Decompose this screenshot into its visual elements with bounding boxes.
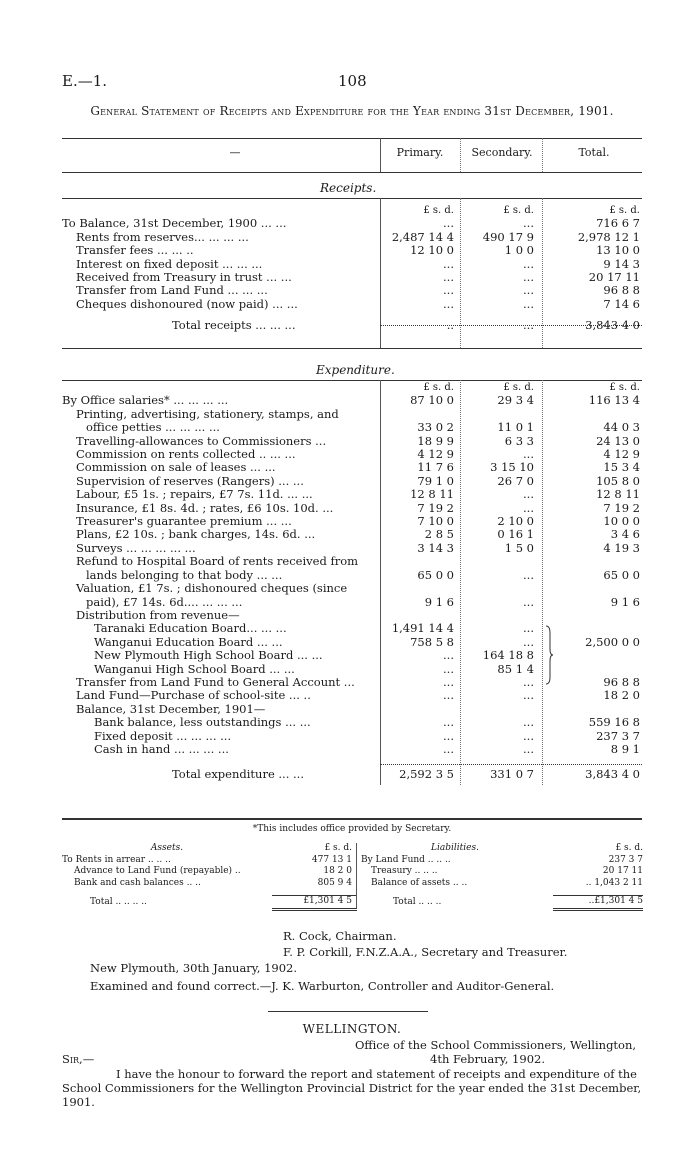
row-label: Refund to Hospital Board of rents received from [76, 555, 359, 569]
total-amount: 24 13 0 [596, 433, 640, 448]
letter-body-first-line: I have the honour to forward the report and statement of receipts and expenditure of the [116, 1067, 637, 1081]
total-amount: 237 3 7 [596, 728, 640, 743]
primary-amount: ... [443, 270, 454, 285]
receipts-heading: Receipts. [320, 181, 377, 195]
table-row [62, 743, 640, 756]
table-row [62, 855, 643, 867]
expenditure-bottom-rule [62, 818, 642, 820]
subtotal-rule [380, 764, 642, 765]
total-amount: 20 17 11 [588, 270, 640, 285]
liability-amount: 237 3 7 [608, 854, 643, 865]
secondary-amount: 331 0 7 [490, 767, 534, 782]
total-amount [534, 609, 640, 622]
liability-label: Treasury .. .. .. [357, 866, 554, 878]
row-label: office petties ... ... ... ... [86, 421, 220, 435]
statement-title: General Statement of Receipts and Expenditure for the Year ending 31st December, 1901. [90, 104, 614, 118]
table-row [62, 448, 640, 461]
table-row [62, 408, 640, 421]
row-label: Insurance, £1 8s. 4d. ; rates, £6 10s. 10d. ... [76, 501, 334, 515]
row-label: Printing, advertising, stationery, stamps, and [76, 407, 339, 421]
primary-amount [378, 408, 454, 421]
table-row [62, 271, 640, 284]
row-label: Plans, £2 10s. ; bank charges, 14s. 6d. ... [76, 528, 316, 542]
secondary-amount: 0 16 1 [497, 527, 534, 542]
table-row [62, 582, 640, 595]
liability-total-label: Total .. .. .. [357, 896, 554, 910]
secondary-amount: ... [523, 688, 534, 703]
liabilities-heading: Liabilities. [357, 843, 554, 855]
col-rule [460, 380, 461, 785]
primary-amount: 11 7 6 [417, 460, 454, 475]
letter-heading: WELLINGTON. [302, 1022, 402, 1036]
total-amount: 9 14 3 [603, 256, 640, 271]
row-label: Bank balance, less outstandings ... ... [94, 716, 311, 730]
primary-amount [378, 555, 454, 568]
primary-amount: 9 1 6 [424, 594, 454, 609]
place-date: New Plymouth, 30th January, 1902. [90, 961, 298, 975]
table-row [62, 231, 640, 244]
receipts-table [62, 204, 640, 333]
total-amount: 18 2 0 [603, 688, 640, 703]
secondary-amount: 85 1 4 [497, 661, 534, 676]
primary-amount: ... [443, 674, 454, 689]
col-rule [380, 380, 381, 785]
primary-amount: 12 8 11 [410, 487, 454, 502]
row-label: Distribution from revenue— [76, 608, 240, 622]
total-amount: 7 14 6 [603, 296, 640, 311]
table-row [62, 435, 640, 448]
letter-date: 4th February, 1902. [430, 1052, 545, 1066]
total-amount: 7 19 2 [603, 500, 640, 515]
secondary-amount: 1 5 0 [504, 540, 534, 555]
primary-amount: 3 14 3 [417, 540, 454, 555]
primary-amount: ... [443, 216, 454, 231]
table-row [62, 515, 640, 528]
primary-amount: 4 12 9 [417, 447, 454, 462]
series-reference: E.—1. [62, 72, 108, 90]
units-total: £ s. d. [609, 382, 640, 393]
row-label: Land Fund—Purchase of school-site ... .. [76, 689, 311, 703]
secondary-amount: ... [523, 256, 534, 271]
total-amount: 116 13 4 [588, 393, 640, 408]
secondary-amount: ... [523, 741, 534, 756]
primary-amount: ... [443, 256, 454, 271]
receipts-rule [62, 198, 642, 199]
total-amount: 12 8 11 [596, 487, 640, 502]
section-divider [268, 1011, 428, 1012]
row-label: Received from Treasury in trust ... ... [76, 271, 292, 285]
balance-sheet [62, 843, 643, 911]
table-row [62, 217, 640, 230]
total-amount: 3,843 4 0 [585, 767, 640, 782]
table-row [62, 555, 640, 568]
secondary-amount: 6 3 3 [504, 433, 534, 448]
column-primary: Primary. [396, 146, 444, 159]
row-label: Transfer from Land Fund ... ... ... [76, 284, 268, 298]
total-amount [534, 408, 640, 421]
secondary-amount: 2 10 0 [497, 514, 534, 529]
column-blank: — [229, 146, 241, 159]
secondary-amount [454, 555, 534, 568]
row-label: Cash in hand ... ... ... ... [94, 742, 229, 756]
primary-amount [378, 609, 454, 622]
secondary-amount: ... [523, 715, 534, 730]
table-row [62, 542, 640, 555]
assets-heading: Assets. [150, 843, 184, 853]
row-label: lands belonging to that body ... ... [86, 568, 283, 582]
secondary-amount: 164 18 8 [482, 648, 534, 663]
primary-amount: ... [443, 688, 454, 703]
primary-amount: 2,487 14 4 [391, 229, 454, 244]
primary-amount: 1,491 14 4 [391, 621, 454, 636]
table-row [62, 475, 640, 488]
primary-amount: 2 8 5 [424, 527, 454, 542]
primary-amount: ... [443, 283, 454, 298]
asset-label: To Rents in arrear .. .. .. [62, 854, 171, 865]
row-label: Travelling-allowances to Commissioners ... [76, 434, 327, 448]
secondary-amount: ... [523, 487, 534, 502]
table-row [62, 528, 640, 541]
chairman-signature: R. Cock, Chairman. [283, 929, 397, 943]
secondary-amount [454, 582, 534, 595]
total-amount: 9 1 6 [610, 594, 640, 609]
column-total: Total. [578, 146, 610, 159]
secondary-amount: ... [523, 447, 534, 462]
primary-amount: ... [443, 296, 454, 311]
table-row [62, 596, 640, 609]
liability-amount: 20 17 11 [602, 866, 643, 876]
secondary-amount: 26 7 0 [497, 473, 534, 488]
liability-label: Balance of assets .. .. [357, 878, 554, 890]
primary-amount: ... [443, 661, 454, 676]
total-amount: 96 8 8 [603, 283, 640, 298]
secondary-amount: ... [523, 500, 534, 515]
table-row [62, 298, 640, 311]
table-row [62, 421, 640, 434]
primary-amount [378, 703, 454, 716]
table-row [62, 394, 640, 407]
audit-note: Examined and found correct.—J. K. Warburton, Controller and Auditor-General. [90, 979, 555, 993]
secondary-amount: 29 3 4 [497, 393, 534, 408]
secondary-amount: ... [523, 318, 534, 333]
row-label: Surveys ... ... ... ... ... [76, 541, 196, 555]
primary-amount: 79 1 0 [417, 473, 454, 488]
units-secondary: £ s. d. [503, 205, 534, 216]
row-label: Taranaki Education Board... ... ... [94, 622, 287, 636]
letter-salutation: Sir,— [62, 1052, 95, 1066]
secondary-amount: ... [523, 674, 534, 689]
total-amount: 3 4 6 [610, 527, 640, 542]
letter-office: Office of the School Commissioners, Wellington, [355, 1038, 637, 1052]
asset-label: Bank and cash balances .. .. [74, 877, 201, 888]
secondary-amount [454, 609, 534, 622]
column-secondary: Secondary. [471, 146, 533, 159]
expenditure-units-row [62, 381, 640, 394]
total-amount [534, 582, 640, 595]
primary-amount: 7 10 0 [417, 514, 454, 529]
row-label: By Office salaries* ... ... ... ... [62, 394, 229, 408]
secondary-amount: 1 0 0 [504, 243, 534, 258]
distribution-brace [544, 625, 554, 685]
row-label: Valuation, £1 7s. ; dishonoured cheques (since [76, 582, 348, 596]
table-row [62, 689, 640, 702]
secondary-amount: 490 17 9 [482, 229, 534, 244]
primary-amount: .. [446, 318, 454, 333]
row-label: Fixed deposit ... ... ... ... [94, 729, 232, 743]
liability-label: By Land Fund .. .. .. [357, 855, 554, 867]
units-secondary: £ s. d. [503, 382, 534, 393]
primary-amount: ... [443, 715, 454, 730]
row-label: Interest on fixed deposit ... ... ... [76, 257, 263, 271]
units-primary: £ s. d. [423, 382, 454, 393]
page-number: 108 [338, 72, 367, 90]
header-bottom-rule [62, 172, 642, 173]
row-label: Wanganui High School Board ... ... [94, 662, 295, 676]
primary-amount: 2,592 3 5 [399, 767, 454, 782]
expenditure-table [62, 381, 640, 782]
table-row [62, 502, 640, 515]
total-amount: 559 16 8 [588, 715, 640, 730]
expenditure-total-row [62, 768, 640, 781]
secondary-amount: ... [523, 728, 534, 743]
col-rule [542, 380, 543, 785]
primary-amount [378, 582, 454, 595]
total-amount: 13 10 0 [596, 243, 640, 258]
secondary-amount: ... [523, 621, 534, 636]
table-row [62, 569, 640, 582]
row-label: Commission on sale of leases ... ... [76, 461, 276, 475]
secondary-amount: ... [523, 283, 534, 298]
asset-total-label: Total .. .. .. .. [90, 896, 147, 907]
total-amount: 65 0 0 [603, 567, 640, 582]
primary-amount: ... [443, 648, 454, 663]
receipts-units-row [62, 204, 640, 217]
receipts-bottom-rule [62, 348, 642, 349]
primary-amount: 758 5 8 [410, 634, 454, 649]
table-row [62, 488, 640, 501]
primary-amount: 12 10 0 [410, 243, 454, 258]
total-amount: 105 8 0 [596, 473, 640, 488]
row-label: New Plymouth High School Board ... ... [94, 649, 323, 663]
primary-amount: ... [443, 741, 454, 756]
col-rule [460, 138, 461, 172]
row-label: Wanganui Education Board ... ... [94, 635, 283, 649]
secondary-amount [454, 703, 534, 716]
total-amount: 716 6 7 [596, 216, 640, 231]
asset-label: Advance to Land Fund (repayable) .. [74, 866, 241, 876]
total-amount: 2,978 12 1 [577, 229, 640, 244]
row-label: Cheques dishonoured (now paid) ... ... [76, 297, 298, 311]
total-amount [534, 555, 640, 568]
table-row [62, 716, 640, 729]
units-primary: £ s. d. [423, 205, 454, 216]
liability-total-amount: ..£1,301 4 5 [553, 896, 643, 910]
table-row [62, 609, 640, 622]
total-amount: 2,500 0 0 [585, 634, 640, 649]
row-label: Commission on rents collected .. ... ... [76, 448, 296, 462]
units-total: £ s. d. [609, 205, 640, 216]
total-amount: 8 9 1 [610, 741, 640, 756]
total-amount: 4 12 9 [603, 447, 640, 462]
total-amount: 3,843 4 0 [585, 318, 640, 333]
primary-amount: 65 0 0 [417, 567, 454, 582]
header-top-rule [62, 138, 642, 139]
secondary-amount: ... [523, 270, 534, 285]
letter-body: School Commissioners for the Wellington Provincial District for the year ended the 31st December, 1901. [62, 1081, 642, 1109]
table-row [62, 866, 643, 878]
row-label: Rents from reserves... ... ... ... [76, 230, 249, 244]
primary-amount: 33 0 2 [417, 420, 454, 435]
row-label: Transfer fees ... ... .. [76, 244, 194, 258]
secondary-amount: ... [523, 594, 534, 609]
row-label: Transfer from Land Fund to General Account ... [76, 675, 355, 689]
liability-amount: .. 1,043 2 11 [585, 877, 643, 888]
table-row [62, 244, 640, 257]
balance-total-row [62, 896, 643, 910]
row-label: paid), £7 14s. 6d.... ... ... ... [86, 595, 243, 609]
secondary-amount: 11 0 1 [497, 420, 534, 435]
subtotal-rule [380, 325, 642, 326]
table-row [62, 284, 640, 297]
total-amount: 96 8 8 [603, 674, 640, 689]
table-row [62, 878, 643, 890]
secondary-amount: ... [523, 296, 534, 311]
secondary-amount: ... [523, 634, 534, 649]
assets-units: £ s. d. [324, 843, 352, 853]
total-label: Total receipts ... ... ... [172, 319, 296, 333]
col-rule [542, 138, 543, 172]
footnote: *This includes office provided by Secretary. [252, 824, 452, 834]
primary-amount: 7 19 2 [417, 500, 454, 515]
total-amount: 4 19 3 [603, 540, 640, 555]
row-label: Balance, 31st December, 1901— [76, 702, 266, 716]
liabilities-units: £ s. d. [615, 843, 643, 853]
expenditure-heading: Expenditure. [316, 363, 395, 377]
row-label: Supervision of reserves (Rangers) ... ... [76, 474, 304, 488]
table-row [62, 258, 640, 271]
primary-amount: 87 10 0 [410, 393, 454, 408]
asset-amount: 477 13 1 [311, 854, 352, 865]
row-label: Treasurer's guarantee premium ... ... [76, 515, 292, 529]
col-rule [380, 138, 381, 172]
row-label: To Balance, 31st December, 1900 ... ... [62, 217, 287, 231]
asset-total-amount: £1,301 4 5 [272, 896, 357, 910]
asset-amount: 18 2 0 [323, 866, 352, 876]
total-amount: 44 0 3 [603, 420, 640, 435]
table-row [62, 703, 640, 716]
primary-amount: ... [443, 728, 454, 743]
secondary-amount: ... [523, 216, 534, 231]
asset-amount: 805 9 4 [317, 877, 352, 888]
table-row [62, 730, 640, 743]
secretary-signature: F. P. Corkill, F.N.Z.A.A., Secretary and Treasurer. [283, 945, 568, 959]
total-amount: 15 3 4 [603, 460, 640, 475]
secondary-amount: ... [523, 567, 534, 582]
secondary-amount [454, 408, 534, 421]
secondary-amount: 3 15 10 [490, 460, 534, 475]
total-label: Total expenditure ... ... [172, 768, 304, 782]
table-row [62, 461, 640, 474]
primary-amount: 18 9 9 [417, 433, 454, 448]
total-amount [534, 703, 640, 716]
row-label: Labour, £5 1s. ; repairs, £7 7s. 11d. ... ... [76, 488, 313, 502]
total-amount: 10 0 0 [603, 514, 640, 529]
